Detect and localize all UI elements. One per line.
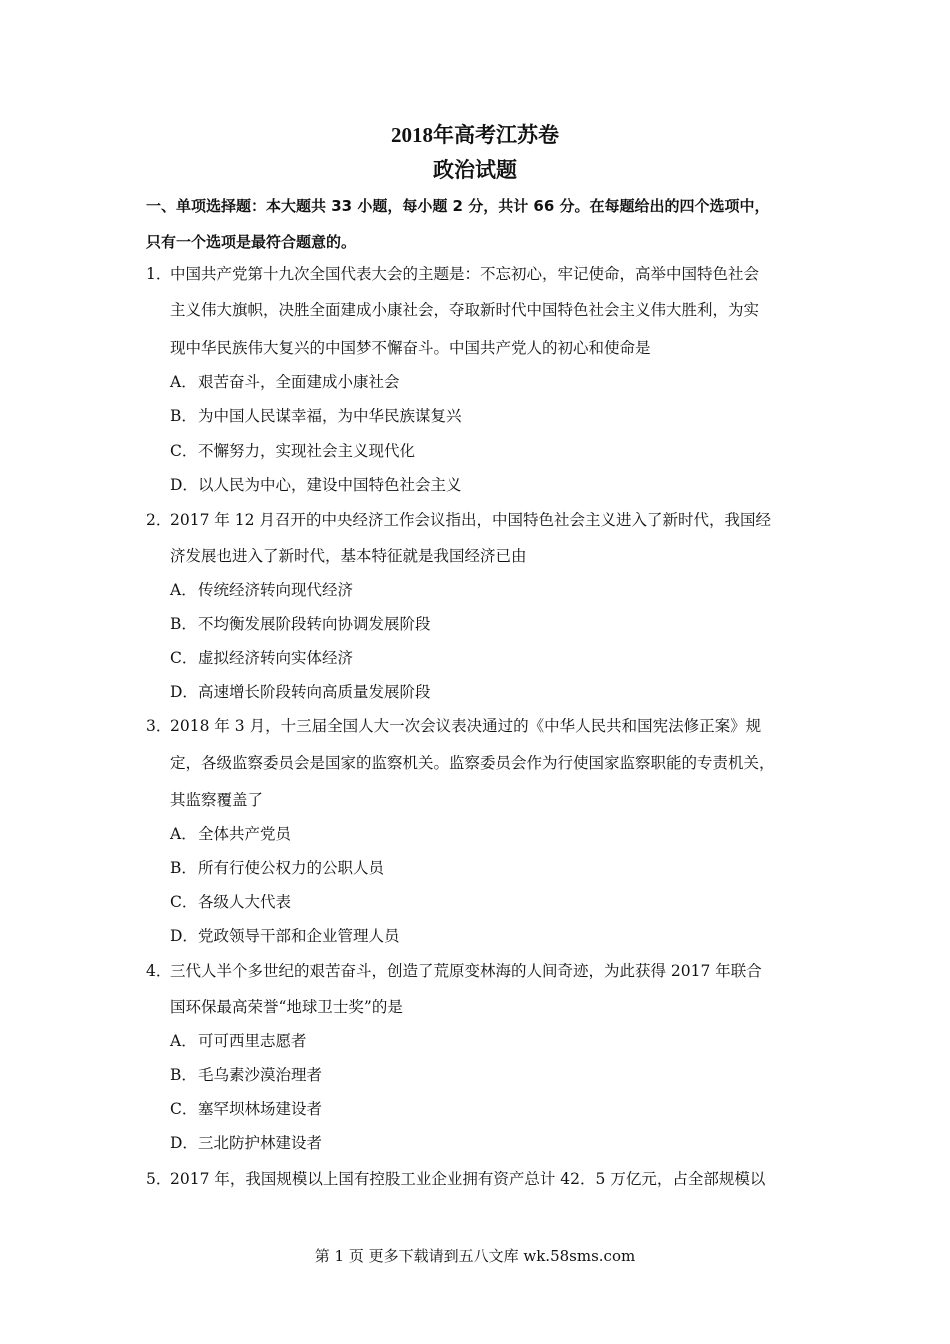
option-text: 各级人大代表 [198, 893, 292, 911]
option-key: D． [170, 1134, 198, 1152]
option-text: 艰苦奋斗，全面建成小康社会 [198, 373, 400, 391]
page-subtitle: 政治试题 [433, 158, 517, 182]
section-heading-line1: 一、单项选择题：本大题共 33 小题，每小题 2 分，共计 66 分。在每题给出的四个选项中， [146, 197, 770, 215]
option-key: B． [170, 615, 197, 633]
option-item [170, 926, 400, 946]
option-key: A． [170, 825, 197, 843]
option-key: C． [170, 893, 198, 911]
option-key: B． [170, 407, 197, 425]
option-item [170, 580, 353, 600]
option-item [170, 406, 462, 426]
option-key: B． [170, 1066, 197, 1084]
option-item [170, 1031, 307, 1051]
option-text: 传统经济转向现代经济 [198, 581, 354, 599]
option-key: C． [170, 1100, 198, 1118]
section-heading-line2: 只有一个选项是最符合题意的。 [146, 233, 357, 251]
option-item [170, 441, 415, 461]
option-key: D． [170, 476, 198, 494]
option-item [170, 475, 462, 495]
option-key: A． [170, 581, 197, 599]
option-text: 以人民为中心，建设中国特色社会主义 [198, 476, 462, 494]
option-item [170, 614, 431, 634]
option-key: D． [170, 927, 198, 945]
question-text: 主义伟大旗帜，决胜全面建成小康社会，夺取新时代中国特色社会主义伟大胜利，为实 [170, 301, 760, 319]
question-text: 三代人半个多世纪的艰苦奋斗，创造了荒原变林海的人间奇迹，为此获得 2017 年联合 [170, 962, 762, 980]
option-item [170, 1065, 322, 1085]
question-text: 济发展也进入了新时代，基本特征就是我国经济已由 [170, 547, 527, 565]
option-key: C． [170, 442, 198, 460]
option-item [170, 372, 400, 392]
option-key: B． [170, 859, 197, 877]
option-text: 毛乌素沙漠治理者 [198, 1066, 323, 1084]
question-text: 现中华民族伟大复兴的中国梦不懈奋斗。中国共产党人的初心和使命是 [170, 339, 651, 357]
question-number: 3． [146, 717, 172, 735]
option-key: D． [170, 683, 198, 701]
option-text: 全体共产党员 [198, 825, 292, 843]
option-text: 党政领导干部和企业管理人员 [198, 927, 400, 945]
question-text: 中国共产党第十九次全国代表大会的主题是：不忘初心，牢记使命，高举中国特色社会 [170, 265, 760, 283]
option-text: 虚拟经济转向实体经济 [198, 649, 354, 667]
option-text: 所有行使公权力的公职人员 [198, 859, 385, 877]
question-text: 其监察覆盖了 [170, 791, 264, 809]
option-item [170, 682, 431, 702]
option-item [170, 858, 384, 878]
option-key: A． [170, 1032, 197, 1050]
question-text: 定，各级监察委员会是国家的监察机关。监察委员会作为行使国家监察职能的专责机关， [170, 754, 775, 772]
page-footer: 第 1 页 更多下载请到五八文库 wk.58sms.com [314, 1247, 636, 1265]
question-text: 2017 年 12 月召开的中央经济工作会议指出，中国特色社会主义进入了新时代，我国经 [170, 511, 771, 529]
question-number: 4． [146, 962, 172, 980]
question-number: 5． [146, 1170, 172, 1188]
question-text: 2017 年，我国规模以上国有控股工业企业拥有资产总计 42．5 万亿元，占全部规模以 [170, 1170, 766, 1188]
option-text: 三北防护林建设者 [198, 1134, 323, 1152]
question-5 [146, 1169, 765, 1189]
option-item [170, 1133, 322, 1153]
option-item [170, 892, 291, 912]
option-text: 为中国人民谋幸福，为中华民族谋复兴 [198, 407, 462, 425]
option-item [170, 648, 353, 668]
option-text: 塞罕坝林场建设者 [198, 1100, 323, 1118]
question-text: 2018 年 3 月，十三届全国人大一次会议表决通过的《中华人民共和国宪法修正案》规 [170, 717, 762, 735]
question-1 [146, 264, 759, 284]
question-3 [146, 716, 761, 736]
question-number: 2． [146, 511, 172, 529]
page-title: 2018年高考江苏卷 [391, 123, 559, 147]
question-text: 国环保最高荣誉“地球卫士奖”的是 [170, 998, 403, 1016]
option-item [170, 1099, 322, 1119]
question-number: 1． [146, 265, 172, 283]
option-key: C． [170, 649, 198, 667]
question-4 [146, 961, 762, 981]
option-text: 不懈努力，实现社会主义现代化 [198, 442, 416, 460]
option-item [170, 824, 291, 844]
option-text: 高速增长阶段转向高质量发展阶段 [198, 683, 431, 701]
option-text: 不均衡发展阶段转向协调发展阶段 [198, 615, 431, 633]
option-text: 可可西里志愿者 [198, 1032, 307, 1050]
option-key: A． [170, 373, 197, 391]
question-2 [146, 510, 771, 530]
